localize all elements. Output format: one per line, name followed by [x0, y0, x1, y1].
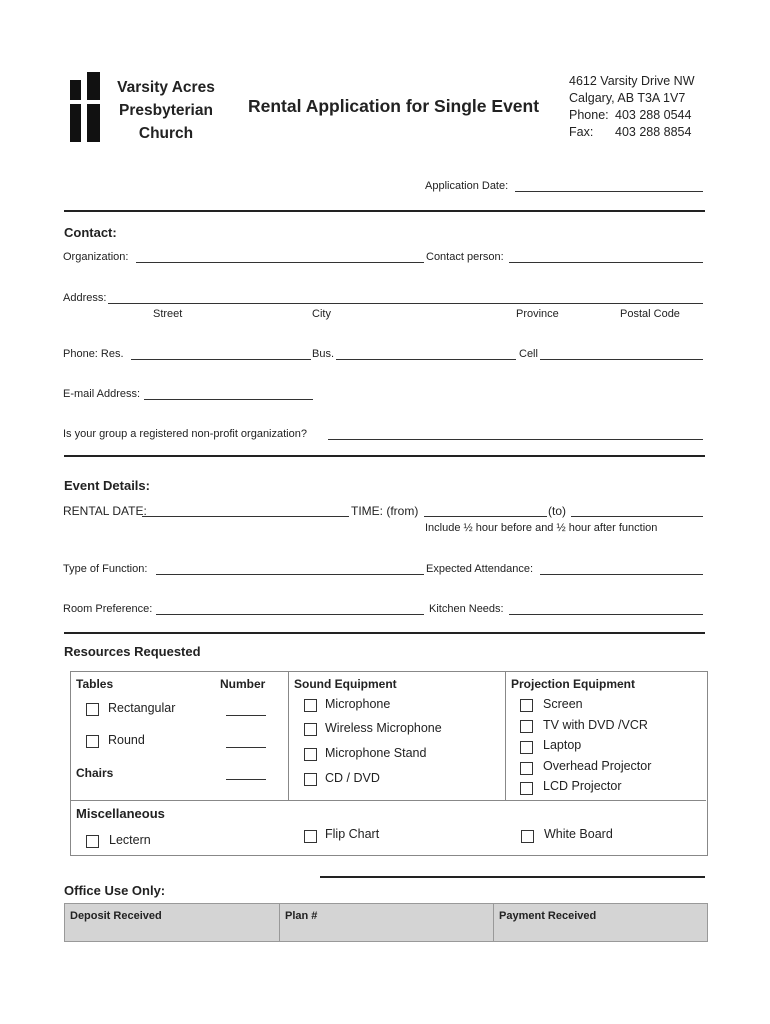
section-divider: [64, 455, 705, 457]
rental-date-label: RENTAL DATE:: [63, 504, 147, 518]
microphone-checkbox[interactable]: [304, 699, 317, 712]
laptop-label: Laptop: [543, 738, 582, 752]
phone-bus-field[interactable]: [336, 359, 516, 360]
rental-date-field[interactable]: [142, 516, 349, 517]
flip-chart-checkbox[interactable]: [304, 830, 317, 843]
wireless-microphone-label: Wireless Microphone: [325, 721, 442, 735]
projection-header: Projection Equipment: [511, 677, 636, 691]
church-name-line: Presbyterian: [119, 102, 213, 119]
round-number-field[interactable]: [226, 747, 266, 748]
chairs-label: Chairs: [76, 766, 114, 780]
province-caption: Province: [516, 308, 559, 320]
round-checkbox[interactable]: [86, 735, 99, 748]
number-header: Number: [220, 677, 266, 691]
phone-label: Phone:: [569, 108, 609, 122]
white-board-label: White Board: [544, 827, 613, 841]
church-name-line: Church: [138, 125, 194, 142]
wireless-microphone-checkbox[interactable]: [304, 723, 317, 736]
white-board-checkbox[interactable]: [521, 830, 534, 843]
chairs-number-field[interactable]: [226, 779, 266, 780]
address-label: Address:: [63, 292, 107, 304]
office-use-table: [64, 903, 708, 942]
resources-heading: Resources Requested: [64, 644, 201, 659]
form-title: Rental Application for Single Event: [248, 96, 540, 116]
screen-checkbox[interactable]: [520, 699, 533, 712]
section-divider: [64, 632, 705, 634]
church-name: [112, 76, 220, 145]
lectern-label: Lectern: [109, 833, 151, 847]
lcd-projector-label: LCD Projector: [543, 779, 622, 793]
flip-chart-label: Flip Chart: [325, 827, 380, 841]
column-divider: [279, 904, 280, 941]
room-preference-field[interactable]: [156, 614, 424, 615]
address-line: Calgary, AB T3A 1V7: [569, 91, 686, 105]
phone-res-field[interactable]: [131, 359, 311, 360]
nonprofit-field[interactable]: [328, 439, 703, 440]
room-preference-label: Room Preference:: [63, 603, 153, 615]
payment-received-header: Payment Received: [499, 910, 597, 922]
street-caption: Street: [153, 308, 183, 320]
round-label: Round: [108, 733, 145, 747]
microphone-stand-checkbox[interactable]: [304, 748, 317, 761]
church-name-line: Varsity Acres: [117, 79, 215, 96]
contact-person-label: Contact person:: [426, 251, 504, 263]
screen-label: Screen: [543, 697, 583, 711]
function-type-field[interactable]: [156, 574, 424, 575]
organization-label: Organization:: [63, 251, 129, 263]
contact-person-field[interactable]: [509, 262, 703, 263]
rectangular-checkbox[interactable]: [86, 703, 99, 716]
microphone-label: Microphone: [325, 697, 391, 711]
office-use-heading: Office Use Only:: [64, 883, 166, 898]
lectern-checkbox[interactable]: [86, 835, 99, 848]
cell-label: Cell: [519, 348, 538, 360]
application-date-field[interactable]: [515, 191, 703, 192]
address-line: 4612 Varsity Drive NW: [569, 74, 695, 88]
overhead-projector-checkbox[interactable]: [520, 762, 533, 775]
nonprofit-label: Is your group a registered non-profit organization?: [63, 428, 307, 440]
attendance-label: Expected Attendance:: [426, 563, 534, 575]
phone-cell-field[interactable]: [540, 359, 703, 360]
time-note: Include ½ hour before and ½ hour after function: [425, 522, 658, 534]
phone-res-label: Phone: Res.: [63, 348, 124, 360]
city-caption: City: [312, 308, 331, 320]
section-divider: [320, 876, 705, 878]
tables-header: Tables: [76, 677, 114, 691]
phone-value: 403 288 0544: [615, 108, 692, 122]
church-address: [569, 73, 695, 141]
cd-dvd-checkbox[interactable]: [304, 773, 317, 786]
fax-value: 403 288 8854: [615, 125, 692, 139]
column-divider: [505, 672, 506, 800]
rectangular-label: Rectangular: [108, 701, 176, 715]
organization-field[interactable]: [136, 262, 424, 263]
rectangular-number-field[interactable]: [226, 715, 266, 716]
time-from-label: TIME: (from): [351, 504, 419, 518]
sound-header: Sound Equipment: [294, 677, 397, 691]
postal-code-caption: Postal Code: [620, 308, 680, 320]
kitchen-needs-field[interactable]: [509, 614, 703, 615]
miscellaneous-header: Miscellaneous: [76, 806, 165, 821]
column-divider: [493, 904, 494, 941]
time-from-field[interactable]: [424, 516, 547, 517]
tv-dvd-vcr-checkbox[interactable]: [520, 720, 533, 733]
microphone-stand-label: Microphone Stand: [325, 746, 427, 760]
laptop-checkbox[interactable]: [520, 741, 533, 754]
tv-dvd-vcr-label: TV with DVD /VCR: [543, 718, 648, 732]
overhead-projector-label: Overhead Projector: [543, 759, 652, 773]
plan-number-header: Plan #: [285, 910, 318, 922]
kitchen-needs-label: Kitchen Needs:: [429, 603, 504, 615]
email-field[interactable]: [144, 399, 313, 400]
cd-dvd-label: CD / DVD: [325, 771, 380, 785]
column-divider: [288, 672, 289, 800]
deposit-received-header: Deposit Received: [70, 910, 162, 922]
application-date-label: Application Date:: [425, 180, 509, 192]
contact-heading: Contact:: [64, 225, 117, 240]
time-to-label: (to): [548, 504, 566, 518]
bus-label: Bus.: [312, 348, 335, 360]
fax-label: Fax:: [569, 125, 594, 139]
email-label: E-mail Address:: [63, 388, 141, 400]
lcd-projector-checkbox[interactable]: [520, 782, 533, 795]
address-field[interactable]: [108, 303, 703, 304]
section-divider: [64, 210, 705, 212]
function-type-label: Type of Function:: [63, 563, 148, 575]
event-details-heading: Event Details:: [64, 478, 150, 493]
time-to-field[interactable]: [571, 516, 703, 517]
row-divider: [71, 800, 706, 801]
attendance-field[interactable]: [540, 574, 703, 575]
